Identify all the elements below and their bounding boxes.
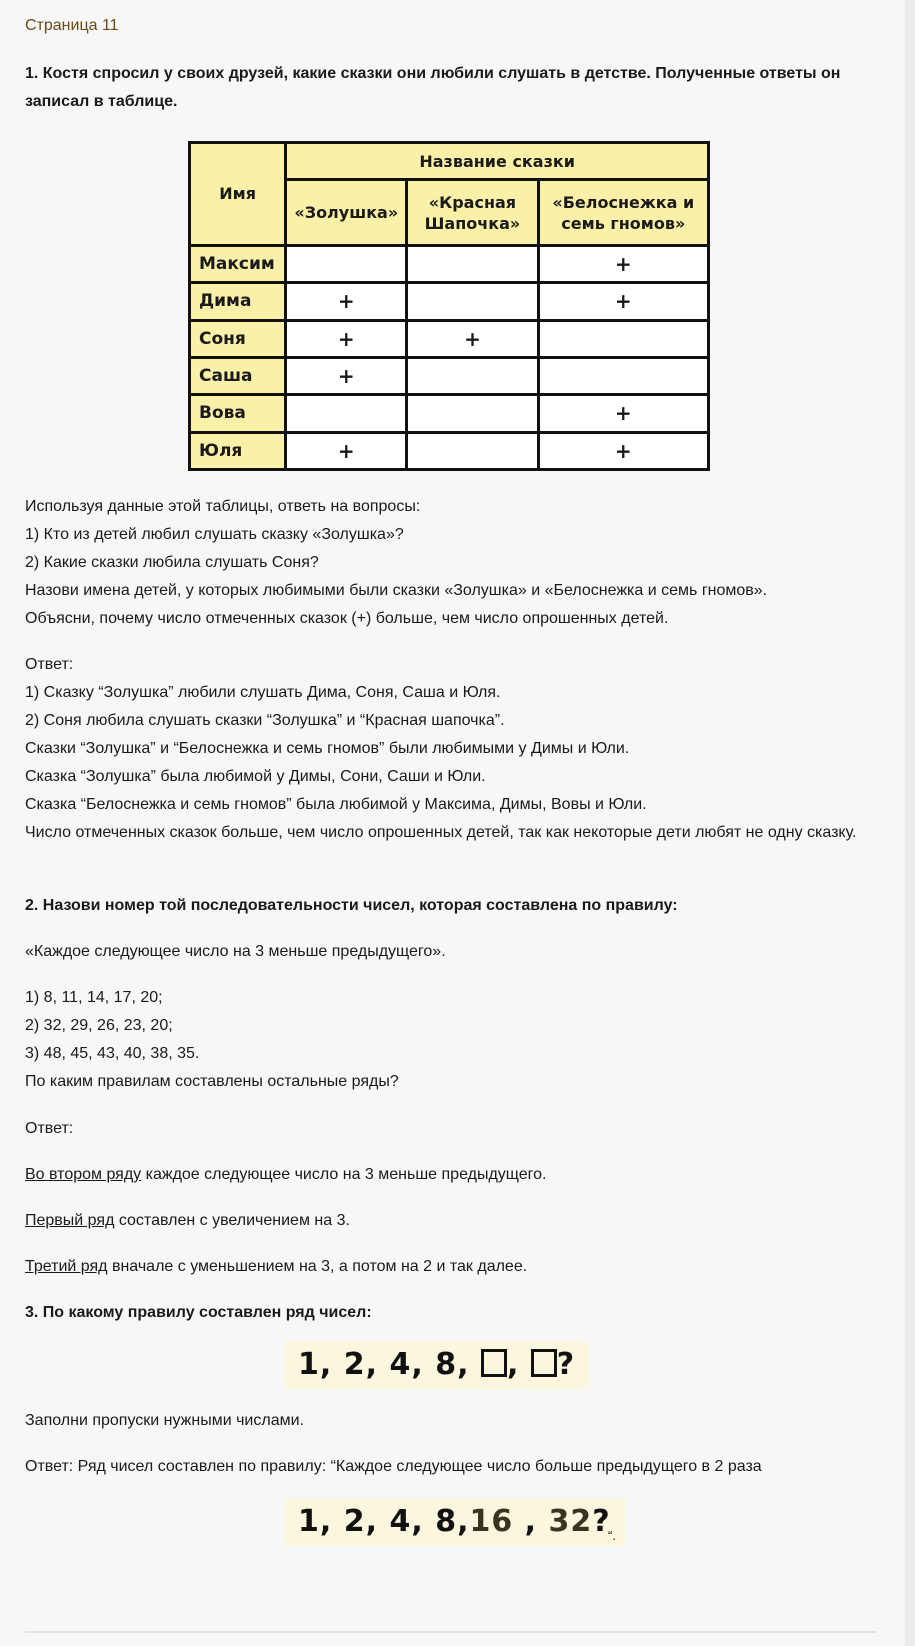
filled-number: 32 bbox=[548, 1504, 593, 1539]
question-line: Используя данные этой таблицы, ответь на вопросы: bbox=[25, 498, 421, 515]
table-cell: + bbox=[407, 320, 538, 357]
table-cell: + bbox=[538, 395, 708, 432]
table-cell: + bbox=[538, 283, 708, 320]
group-header: Название сказки bbox=[286, 143, 709, 180]
blank-box-icon bbox=[531, 1349, 557, 1377]
answer-line: Сказки “Золушка” и “Белоснежка и семь гномов” были любимыми у Димы и Юли. bbox=[25, 740, 630, 757]
sequence-number: 4, bbox=[389, 1347, 424, 1382]
page-margin-strip bbox=[905, 0, 915, 1646]
table-cell bbox=[286, 395, 407, 432]
table-cell bbox=[407, 245, 538, 282]
closing-quote: “. bbox=[608, 1528, 616, 1543]
answer-line: 1) Сказку “Золушка” любили слушать Дима, Соня, Саша и Юля. bbox=[25, 684, 501, 701]
table-cell bbox=[538, 320, 708, 357]
blank-box-icon bbox=[481, 1349, 507, 1377]
table-cell bbox=[407, 395, 538, 432]
answer-rest: каждое следующее число на 3 меньше предыдущего. bbox=[141, 1166, 547, 1183]
task2-options bbox=[25, 984, 865, 1096]
task2-answer-line bbox=[25, 1207, 865, 1235]
task3-title: 3. По какому правилу составлен ряд чисел: bbox=[25, 1304, 372, 1321]
answer-underlined: Первый ряд bbox=[25, 1212, 115, 1229]
answer-rest: составлен с увеличением на 3. bbox=[114, 1212, 350, 1229]
column-header: «Красная Шапочка» bbox=[407, 180, 538, 246]
table-cell bbox=[407, 283, 538, 320]
table-row-name: Дима bbox=[190, 283, 286, 320]
task2-question: По каким правилам составлены остальные ряды? bbox=[25, 1073, 399, 1090]
filled-number: 16 bbox=[469, 1504, 514, 1539]
question-line: Назови имена детей, у которых любимыми были сказки «Золушка» и «Белоснежка и семь гномов». bbox=[25, 582, 768, 599]
sequence-option: 1) 8, 11, 14, 17, 20; bbox=[25, 989, 163, 1006]
sequence-number: 2, bbox=[343, 1504, 379, 1539]
table-cell bbox=[407, 357, 538, 394]
table-row-name: Юля bbox=[190, 432, 286, 469]
question-line: 1) Кто из детей любил слушать сказку «Золушка»? bbox=[25, 526, 404, 543]
table-row-name: Вова bbox=[190, 395, 286, 432]
task3-answer: Ответ: Ряд чисел составлен по правилу: “Каждое следующее число больше предыдущего в 2 раза bbox=[25, 1458, 762, 1475]
table-cell: + bbox=[538, 245, 708, 282]
sequence-number: 8, bbox=[435, 1504, 470, 1539]
task2-rule: «Каждое следующее число на 3 меньше предыдущего». bbox=[25, 943, 446, 960]
fairy-tale-table bbox=[188, 141, 710, 471]
table-row-name: Саша bbox=[190, 357, 286, 394]
answer-underlined: Во втором ряду bbox=[25, 1166, 142, 1183]
sequence-number: 1, bbox=[298, 1504, 333, 1539]
table-cell bbox=[286, 245, 407, 282]
question-line: 2) Какие сказки любила слушать Соня? bbox=[25, 554, 319, 571]
answer-line: 2) Соня любила слушать сказки “Золушка” и “Красная шапочка”. bbox=[25, 712, 505, 729]
task2-title: 2. Назови номер той последовательности чисел, которая составлена по правилу: bbox=[25, 897, 678, 914]
sequence-option: 3) 48, 45, 43, 40, 38, 35. bbox=[25, 1045, 200, 1062]
answer-line: Число отмеченных сказок больше, чем число опрошенных детей, так как некоторые дети любят не одну сказку. bbox=[25, 824, 857, 841]
table-cell: + bbox=[286, 357, 407, 394]
task1-answer bbox=[25, 651, 865, 847]
task1-title: 1. Костя спросил у своих друзей, какие сказки они любили слушать в детстве. Полученные ответы он записал в таблице. bbox=[25, 65, 841, 110]
task2-answer-line bbox=[25, 1161, 865, 1189]
table-cell: + bbox=[538, 432, 708, 469]
answer-label: Ответ: bbox=[25, 656, 74, 673]
table-row-name: Соня bbox=[190, 320, 286, 357]
sequence-question-mark: ? bbox=[556, 1347, 576, 1382]
task2-answer-label: Ответ: bbox=[25, 1120, 74, 1137]
name-header: Имя bbox=[190, 143, 286, 246]
table-cell bbox=[538, 357, 708, 394]
answer-underlined: Третий ряд bbox=[25, 1258, 108, 1275]
table-cell: + bbox=[286, 283, 407, 320]
task2-answer-line bbox=[25, 1253, 865, 1281]
task1-questions bbox=[25, 493, 865, 633]
page-header: Страница 11 bbox=[25, 17, 119, 34]
question-line: Объясни, почему число отмеченных сказок (+) больше, чем число опрошенных детей. bbox=[25, 610, 669, 627]
answer-line: Сказка “Белоснежка и семь гномов” была любимой у Максима, Димы, Вовы и Юли. bbox=[25, 796, 647, 813]
sequence-number: 1, bbox=[298, 1347, 333, 1382]
table-cell: + bbox=[286, 432, 407, 469]
table-row-name: Максим bbox=[190, 245, 286, 282]
column-header: «Золушка» bbox=[286, 180, 407, 246]
sequence-number: 8, bbox=[435, 1347, 470, 1382]
answer-sequence-image: 1, 2, 4, 8,16 , 32? bbox=[284, 1498, 625, 1546]
column-header: «Белоснежка и семь гномов» bbox=[538, 180, 708, 246]
table-cell bbox=[407, 432, 538, 469]
answer-line: Сказка “Золушка” была любимой у Димы, Сони, Саши и Юли. bbox=[25, 768, 486, 785]
sequence-question-mark: ? bbox=[592, 1504, 611, 1539]
footer-divider bbox=[25, 1631, 877, 1633]
answer-rest: вначале с уменьшением на 3, а потом на 2 и так далее. bbox=[107, 1258, 528, 1275]
task3-instruction: Заполни пропуски нужными числами. bbox=[25, 1412, 304, 1429]
sequence-number: 2, bbox=[343, 1347, 379, 1382]
number-sequence-image: 1, 2, 4, 8, , ? bbox=[284, 1341, 589, 1389]
sequence-option: 2) 32, 29, 26, 23, 20; bbox=[25, 1017, 173, 1034]
sequence-number: 4, bbox=[389, 1504, 424, 1539]
table-cell: + bbox=[286, 320, 407, 357]
